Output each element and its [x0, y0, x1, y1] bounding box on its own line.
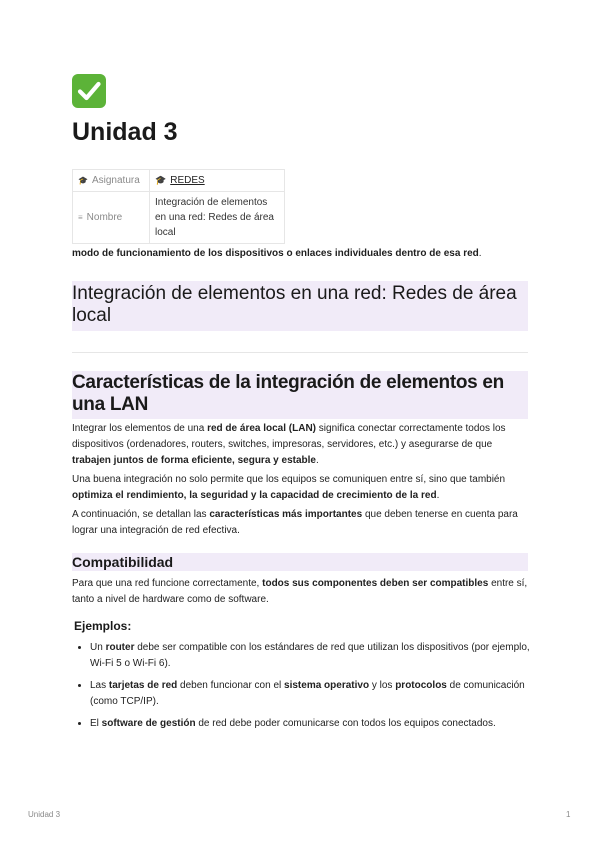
- page-title: Unidad 3: [72, 118, 178, 146]
- divider: [72, 352, 528, 353]
- heading-1: Integración de elementos en una red: Redes de área local: [72, 281, 528, 331]
- heading-3: Compatibilidad: [72, 553, 528, 571]
- footer-doc-title: Unidad 3: [28, 810, 61, 819]
- property-key: 🎓 Asignatura: [73, 170, 150, 192]
- list-item: • El software de gestión de red debe poder comunicarse con todos los equipos conectados.: [90, 716, 546, 732]
- paragraph: A continuación, se detallan las características más importantes que deben tenerse en cuenta para lograr una integración de red efectiva.: [72, 509, 518, 536]
- paragraph: Una buena integración no solo permite que los equipos se comuniquen entre sí, sino que también optimiza el rendimiento, la seguridad y la capacidad de crecimiento de la red.: [72, 474, 506, 501]
- property-row-asignatura: [73, 170, 285, 192]
- subject-link[interactable]: REDES: [170, 175, 205, 186]
- list-item: • Las tarjetas de red deben funcionar con el sistema operativo y los protocolos de comunicación (como TCP/IP).: [90, 678, 546, 710]
- heading-2: Características de la integración de elementos en una LAN: [72, 371, 528, 419]
- graduation-cap-icon: 🎓: [155, 175, 167, 185]
- property-value[interactable]: [150, 170, 285, 192]
- check-mark-icon: [72, 74, 106, 108]
- examples-list: [72, 640, 546, 738]
- properties-table: [72, 169, 285, 244]
- property-key: ≡ Nombre: [73, 192, 150, 244]
- property-value: Integración de elementos en una red: Redes de área local: [150, 192, 285, 244]
- heading-4: Ejemplos:: [74, 619, 132, 633]
- paragraph: Integrar los elementos de una red de área local (LAN) significa conectar correctamente todos los dispositivos (ordenadores, routers, switches, impresoras, servidores, etc.) y asegurarse de que trabajen juntos de forma eficiente, segura y estable.: [72, 423, 506, 466]
- footer-page-number: 1: [566, 810, 571, 819]
- text-fragment: modo de funcionamiento de los dispositivos o enlaces individuales dentro de esa red.: [72, 248, 482, 259]
- graduation-cap-icon: 🎓: [78, 176, 88, 185]
- list-item: • Un router debe ser compatible con los estándares de red que utilizan los dispositivos (por ejemplo, Wi-Fi 5 o Wi-Fi 6).: [90, 640, 546, 672]
- text-lines-icon: ≡: [78, 213, 83, 222]
- property-row-nombre: [73, 192, 285, 244]
- paragraph: Para que una red funcione correctamente, todos sus componentes deben ser compatibles entre sí, tanto a nivel de hardware como de software.: [72, 578, 528, 605]
